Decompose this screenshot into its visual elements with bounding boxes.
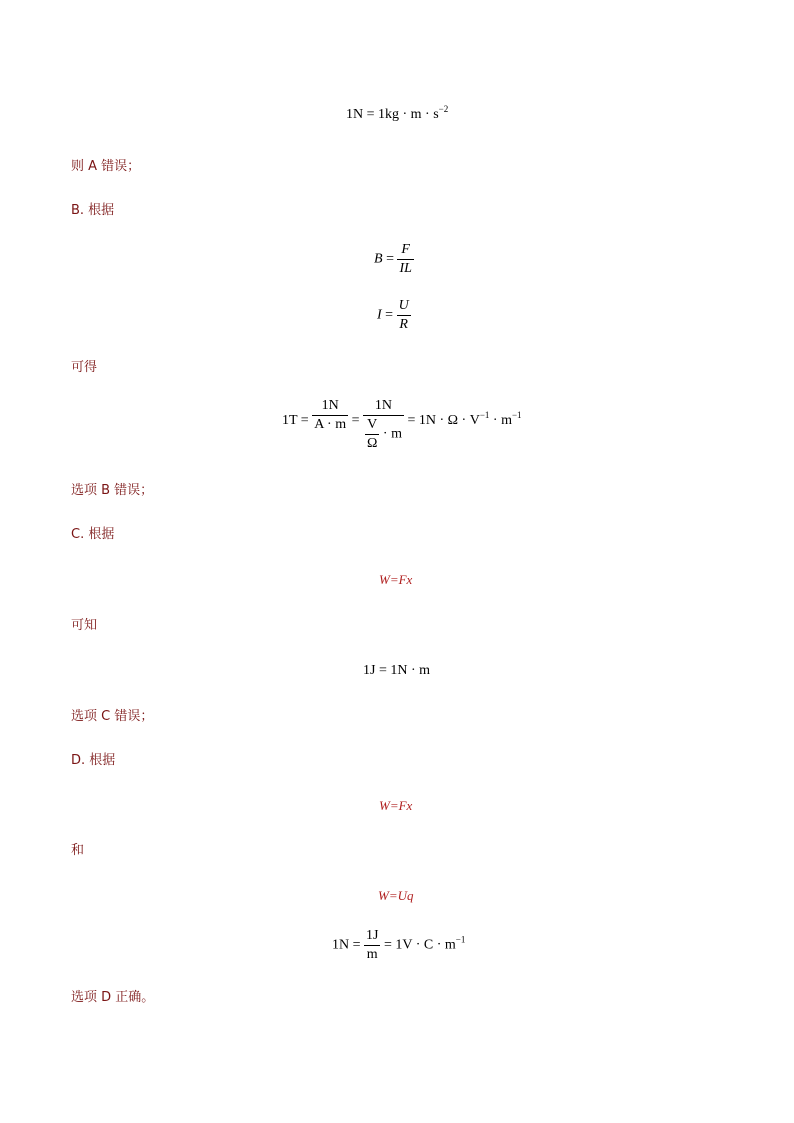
exponent: −1 — [455, 934, 466, 945]
fraction-denominator: m — [366, 947, 378, 962]
text-b-result-intro: 可得 — [71, 360, 98, 375]
fraction-bar — [364, 945, 380, 946]
symbol-i: I — [377, 307, 382, 323]
fraction — [397, 242, 413, 277]
text-b-wrong: 选项 B 错误； — [71, 483, 154, 498]
equation-work-fx: W=Fx — [379, 572, 413, 587]
fraction-denominator — [363, 417, 404, 452]
equation-lhs: 1T = — [282, 413, 309, 428]
equation-work-uq: W=Uq — [378, 888, 414, 903]
exponent: −1 — [479, 410, 490, 420]
fraction-bar — [397, 259, 413, 260]
fraction-numerator: U — [398, 298, 409, 313]
equation-joule: 1J = 1N · m — [363, 663, 431, 678]
equation-lhs: 1N = — [332, 937, 361, 953]
fraction-2 — [363, 398, 404, 452]
fraction-numerator: 1N — [321, 398, 339, 413]
text-d-and: 和 — [71, 843, 85, 858]
equation-work-fx: W=Fx — [379, 798, 413, 813]
equals-sign: = — [386, 251, 394, 267]
equals-sign: = — [351, 413, 360, 428]
equation-rhs: = 1V · C · m — [383, 937, 456, 953]
text-c-result-intro: 可知 — [71, 618, 98, 633]
nested-fraction — [365, 417, 379, 452]
exponent: −1 — [511, 410, 522, 420]
equation-b-field — [374, 242, 414, 277]
text-c-label: C. 根据 — [71, 527, 115, 542]
equation-tesla-derivation — [282, 398, 522, 452]
nested-bar — [365, 434, 379, 435]
exponent: −2 — [438, 104, 449, 114]
fraction-bar — [312, 415, 348, 416]
fraction-numerator: 1J — [366, 928, 379, 943]
nested-numerator: V — [367, 417, 378, 433]
nested-denominator: Ω — [367, 436, 378, 452]
equation-ohm — [377, 298, 411, 333]
equation-rhs: = 1N · Ω · V — [407, 413, 480, 428]
fraction — [397, 298, 411, 333]
text-c-wrong: 选项 C 错误； — [71, 709, 154, 724]
fraction-denominator: A · m — [314, 417, 347, 432]
text-d-label: D. 根据 — [71, 753, 116, 768]
fraction-1 — [312, 398, 348, 433]
equals-sign: = — [385, 307, 394, 323]
symbol-b: B — [374, 251, 383, 267]
text-a-wrong: 则 A 错误； — [71, 159, 141, 174]
equation-text: 1N = 1kg · m · s — [346, 107, 439, 122]
fraction — [364, 928, 380, 963]
denominator-tail: · m — [382, 427, 402, 442]
fraction-bar — [397, 315, 411, 316]
fraction-denominator: R — [399, 317, 408, 332]
fraction-bar — [363, 415, 404, 416]
equation-newton-definition — [346, 104, 449, 123]
equation-newton-derivation — [332, 928, 465, 963]
equation-rhs-tail: · m — [489, 413, 512, 428]
fraction-numerator: 1N — [374, 398, 393, 414]
text-b-label: B. 根据 — [71, 203, 115, 218]
text-d-correct: 选项 D 正确。 — [71, 990, 155, 1005]
fraction-denominator: IL — [399, 261, 412, 276]
fraction-numerator: F — [401, 242, 410, 257]
